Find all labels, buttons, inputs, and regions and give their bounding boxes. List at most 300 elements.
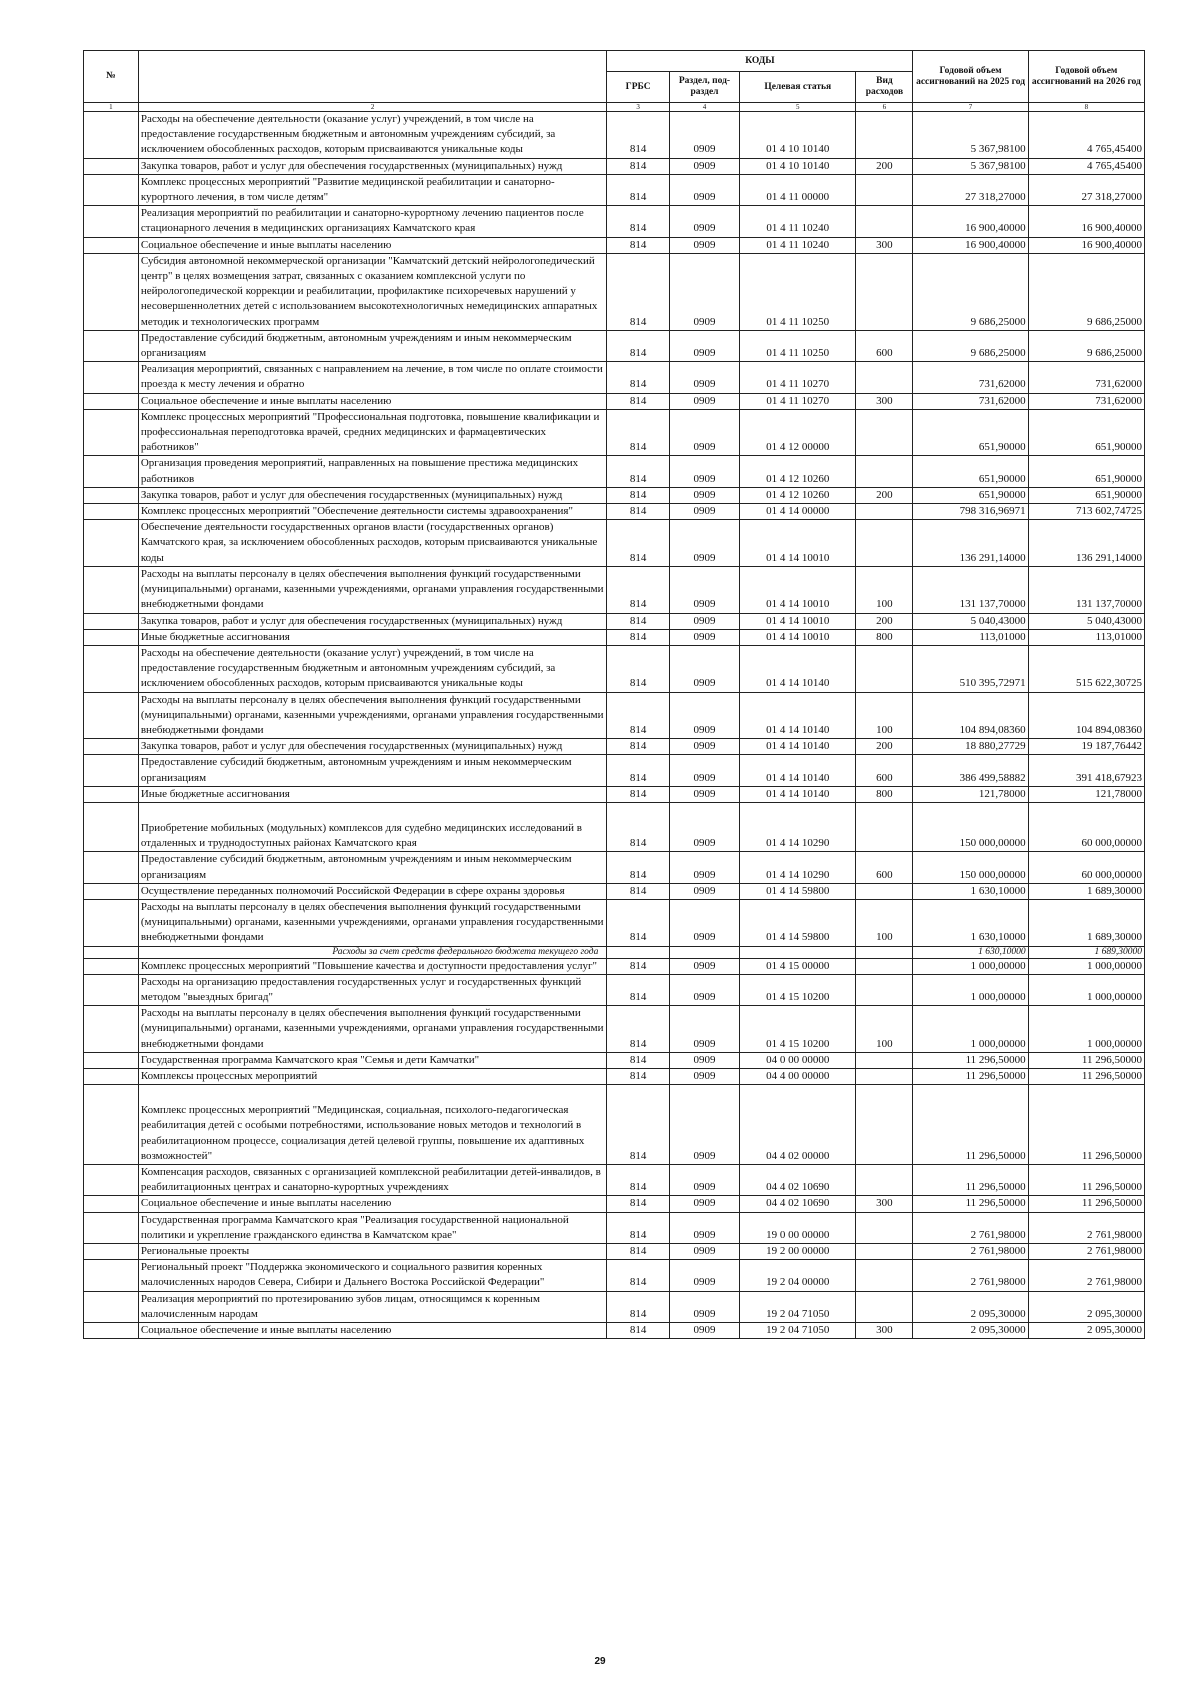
row-target: 01 4 11 10270	[740, 393, 856, 409]
row-amount-2026: 1 689,30000	[1028, 899, 1144, 946]
colnum-6: 6	[856, 103, 913, 112]
table-row	[84, 883, 1145, 899]
row-vid	[856, 174, 913, 205]
table-header	[84, 51, 1145, 112]
table-row	[84, 613, 1145, 629]
header-number: №	[84, 51, 139, 103]
row-number-cell	[84, 1085, 139, 1165]
row-grbs: 814	[607, 974, 670, 1005]
row-name: Комплекс процессных мероприятий "Профессиональная подготовка, повышение квалификации и профессиональная переподготовка врачей, средних медицинских и фармацевтических работников"	[138, 409, 607, 456]
row-name: Предоставление субсидий бюджетным, автономным учреждениям и иным некоммерческим организациям	[138, 755, 607, 786]
header-2025: Годовой объем ассигнований на 2025 год	[913, 51, 1028, 103]
row-grbs: 814	[607, 1165, 670, 1196]
row-vid	[856, 645, 913, 692]
row-name: Предоставление субсидий бюджетным, автономным учреждениям и иным некоммерческим организациям	[138, 330, 607, 361]
row-grbs: 814	[607, 1244, 670, 1260]
row-grbs: 814	[607, 206, 670, 237]
row-grbs: 814	[607, 1212, 670, 1243]
row-amount-2026: 131 137,70000	[1028, 566, 1144, 613]
row-target: 01 4 14 10010	[740, 566, 856, 613]
row-target: 01 4 11 10240	[740, 206, 856, 237]
row-razdel: 0909	[669, 362, 739, 393]
table-row	[84, 174, 1145, 205]
row-amount-2026: 11 296,50000	[1028, 1068, 1144, 1084]
row-target: 01 4 14 10010	[740, 629, 856, 645]
row-grbs: 814	[607, 409, 670, 456]
row-name: Субсидия автономной некоммерческой организации "Камчатский детский нейрологопедический центр" в целях возмещения затрат, связанных с оказанием комплексной услуги по нейрологопедической коррекции и реабилитации, профилактике психоречевых нарушений у несовершеннолетних детей с использованием высокотехнологичных немедицинских аппаратных методик и технологических программ	[138, 253, 607, 330]
row-grbs: 814	[607, 958, 670, 974]
row-vid	[856, 1291, 913, 1322]
row-number-cell	[84, 786, 139, 802]
table-row	[84, 852, 1145, 883]
header-vid: Вид расходов	[856, 72, 913, 103]
table-row	[84, 786, 1145, 802]
row-target: 19 2 00 00000	[740, 1244, 856, 1260]
row-grbs	[607, 946, 670, 958]
header-target: Целевая статья	[740, 72, 856, 103]
row-amount-2026: 731,62000	[1028, 362, 1144, 393]
row-vid	[856, 362, 913, 393]
row-target: 01 4 11 10250	[740, 330, 856, 361]
row-grbs: 814	[607, 1068, 670, 1084]
row-razdel: 0909	[669, 520, 739, 567]
row-name: Комплекс процессных мероприятий "Развитие медицинской реабилитации и санаторно-курортного лечения, в том числе детям"	[138, 174, 607, 205]
row-grbs: 814	[607, 1006, 670, 1053]
header-2026: Годовой объем ассигнований на 2026 год	[1028, 51, 1144, 103]
row-amount-2026: 104 894,08360	[1028, 692, 1144, 739]
row-grbs: 814	[607, 1196, 670, 1212]
row-target: 01 4 14 10290	[740, 852, 856, 883]
row-amount-2025: 5 367,98100	[913, 112, 1028, 159]
row-number-cell	[84, 253, 139, 330]
row-target: 01 4 11 00000	[740, 174, 856, 205]
table-row	[84, 1085, 1145, 1165]
row-number-cell	[84, 629, 139, 645]
row-grbs: 814	[607, 504, 670, 520]
row-vid: 600	[856, 330, 913, 361]
row-name: Расходы на обеспечение деятельности (оказание услуг) учреждений, в том числе на предоставление государственным бюджетным и автономным учреждениям субсидий, за исключением обособленных расходов, которым присваиваются уникальные коды	[138, 112, 607, 159]
row-number-cell	[84, 852, 139, 883]
row-number-cell	[84, 1291, 139, 1322]
row-number-cell	[84, 520, 139, 567]
row-amount-2025: 510 395,72971	[913, 645, 1028, 692]
row-razdel: 0909	[669, 487, 739, 503]
row-amount-2025: 131 137,70000	[913, 566, 1028, 613]
table-row	[84, 1068, 1145, 1084]
table-row	[84, 1244, 1145, 1260]
row-name: Социальное обеспечение и иные выплаты населению	[138, 1323, 607, 1339]
table-row	[84, 1165, 1145, 1196]
row-amount-2026: 16 900,40000	[1028, 206, 1144, 237]
row-razdel: 0909	[669, 755, 739, 786]
row-razdel: 0909	[669, 330, 739, 361]
row-target: 01 4 15 10200	[740, 1006, 856, 1053]
row-amount-2026: 11 296,50000	[1028, 1052, 1144, 1068]
row-amount-2025: 104 894,08360	[913, 692, 1028, 739]
row-target: 01 4 14 10140	[740, 692, 856, 739]
row-number-cell	[84, 645, 139, 692]
row-number-cell	[84, 1052, 139, 1068]
row-grbs: 814	[607, 253, 670, 330]
row-target: 01 4 12 00000	[740, 409, 856, 456]
row-number-cell	[84, 1068, 139, 1084]
row-amount-2026: 4 765,45400	[1028, 158, 1144, 174]
table-row	[84, 1212, 1145, 1243]
row-vid: 200	[856, 487, 913, 503]
row-vid	[856, 1085, 913, 1165]
row-amount-2025: 11 296,50000	[913, 1196, 1028, 1212]
row-target: 01 4 12 10260	[740, 456, 856, 487]
row-grbs: 814	[607, 330, 670, 361]
row-amount-2025: 1 630,10000	[913, 899, 1028, 946]
colnum-1: 1	[84, 103, 139, 112]
row-amount-2025: 2 761,98000	[913, 1260, 1028, 1291]
row-amount-2025: 2 761,98000	[913, 1244, 1028, 1260]
row-razdel: 0909	[669, 802, 739, 851]
row-grbs: 814	[607, 899, 670, 946]
row-grbs: 814	[607, 613, 670, 629]
row-target: 01 4 11 10270	[740, 362, 856, 393]
row-name: Компенсация расходов, связанных с организацией комплексной реабилитации детей-инвалидов, в реабилитационных центрах и санаторно-курортных учреждениях	[138, 1165, 607, 1196]
row-number-cell	[84, 504, 139, 520]
row-target: 01 4 11 10240	[740, 237, 856, 253]
table-row	[84, 958, 1145, 974]
row-amount-2025: 1 000,00000	[913, 1006, 1028, 1053]
row-number-cell	[84, 1244, 139, 1260]
row-target: 01 4 10 10140	[740, 158, 856, 174]
row-vid	[856, 1244, 913, 1260]
row-name: Расходы на выплаты персоналу в целях обеспечения выполнения функций государственными (муниципальными) органами, казенными учреждениями, органами управления государственными внебюджетными фондами	[138, 1006, 607, 1053]
row-razdel: 0909	[669, 852, 739, 883]
row-vid	[856, 1068, 913, 1084]
row-razdel: 0909	[669, 958, 739, 974]
table-row	[84, 158, 1145, 174]
table-row	[84, 456, 1145, 487]
row-vid	[856, 1212, 913, 1243]
row-name: Расходы на выплаты персоналу в целях обеспечения выполнения функций государственными (муниципальными) органами, казенными учреждениями, органами управления государственными внебюджетными фондами	[138, 899, 607, 946]
row-name: Расходы на выплаты персоналу в целях обеспечения выполнения функций государственными (муниципальными) органами, казенными учреждениями, органами управления государственными внебюджетными фондами	[138, 692, 607, 739]
row-name: Комплекс процессных мероприятий "Обеспечение деятельности системы здравоохранения"	[138, 504, 607, 520]
row-name: Расходы на выплаты персоналу в целях обеспечения выполнения функций государственными (муниципальными) органами, казенными учреждениями, органами управления государственными внебюджетными фондами	[138, 566, 607, 613]
row-number-cell	[84, 456, 139, 487]
row-razdel: 0909	[669, 1068, 739, 1084]
row-target: 01 4 15 10200	[740, 974, 856, 1005]
row-vid: 300	[856, 393, 913, 409]
row-number-cell	[84, 174, 139, 205]
row-grbs: 814	[607, 739, 670, 755]
row-number-cell	[84, 237, 139, 253]
row-number-cell	[84, 393, 139, 409]
row-razdel: 0909	[669, 629, 739, 645]
colnum-7: 7	[913, 103, 1028, 112]
row-amount-2025: 1 630,10000	[913, 946, 1028, 958]
row-amount-2026: 11 296,50000	[1028, 1196, 1144, 1212]
row-number-cell	[84, 158, 139, 174]
row-grbs: 814	[607, 1291, 670, 1322]
row-amount-2025: 731,62000	[913, 393, 1028, 409]
row-target: 01 4 14 59800	[740, 899, 856, 946]
row-name: Реализация мероприятий по реабилитации и санаторно-курортному лечению пациентов после стационарного лечения в медицинских организациях Камчатского края	[138, 206, 607, 237]
row-amount-2025: 11 296,50000	[913, 1052, 1028, 1068]
table-body	[84, 112, 1145, 1339]
row-name: Иные бюджетные ассигнования	[138, 629, 607, 645]
row-vid	[856, 946, 913, 958]
table-row	[84, 487, 1145, 503]
row-number-cell	[84, 613, 139, 629]
row-number-cell	[84, 1165, 139, 1196]
row-target: 04 4 02 00000	[740, 1085, 856, 1165]
row-number-cell	[84, 755, 139, 786]
row-vid	[856, 409, 913, 456]
row-amount-2025: 27 318,27000	[913, 174, 1028, 205]
row-grbs: 814	[607, 174, 670, 205]
budget-table	[83, 50, 1145, 1339]
row-amount-2026: 4 765,45400	[1028, 112, 1144, 159]
table-row	[84, 1291, 1145, 1322]
row-vid	[856, 112, 913, 159]
table-row	[84, 206, 1145, 237]
row-vid: 300	[856, 1323, 913, 1339]
row-name: Комплексы процессных мероприятий	[138, 1068, 607, 1084]
row-razdel: 0909	[669, 112, 739, 159]
row-amount-2025: 5 367,98100	[913, 158, 1028, 174]
row-grbs: 814	[607, 852, 670, 883]
row-number-cell	[84, 802, 139, 851]
table-row	[84, 253, 1145, 330]
row-vid: 100	[856, 692, 913, 739]
row-grbs: 814	[607, 237, 670, 253]
row-target: 19 2 04 00000	[740, 1260, 856, 1291]
row-number-cell	[84, 1006, 139, 1053]
row-target: 04 4 02 10690	[740, 1196, 856, 1212]
row-name: Обеспечение деятельности государственных органов власти (государственных органов) Камчатского края, за исключением обособленных расходов, которым присваиваются уникальные коды	[138, 520, 607, 567]
row-number-cell	[84, 739, 139, 755]
colnum-3: 3	[607, 103, 670, 112]
table-row	[84, 1260, 1145, 1291]
row-target: 01 4 14 10140	[740, 786, 856, 802]
row-target: 01 4 11 10250	[740, 253, 856, 330]
row-grbs: 814	[607, 786, 670, 802]
row-amount-2025: 150 000,00000	[913, 802, 1028, 851]
table-row	[84, 330, 1145, 361]
budget-table-sheet	[83, 50, 1145, 1339]
row-vid: 300	[856, 237, 913, 253]
row-amount-2025: 1 000,00000	[913, 974, 1028, 1005]
table-row	[84, 566, 1145, 613]
row-vid	[856, 1260, 913, 1291]
row-vid	[856, 253, 913, 330]
row-razdel: 0909	[669, 409, 739, 456]
row-name: Реализация мероприятий, связанных с направлением на лечение, в том числе по оплате стоимости проезда к месту лечения и обратно	[138, 362, 607, 393]
row-amount-2025: 1 630,10000	[913, 883, 1028, 899]
row-grbs: 814	[607, 487, 670, 503]
row-amount-2025: 798 316,96971	[913, 504, 1028, 520]
row-amount-2026: 16 900,40000	[1028, 237, 1144, 253]
row-target: 04 4 00 00000	[740, 1068, 856, 1084]
row-name: Расходы на обеспечение деятельности (оказание услуг) учреждений, в том числе на предоставление государственным бюджетным и автономным учреждениям субсидий, за исключением обособленных расходов, которым присваиваются уникальные коды	[138, 645, 607, 692]
row-number-cell	[84, 362, 139, 393]
row-name: Комплекс процессных мероприятий "Медицинская, социальная, психолого-педагогическая реабилитация детей с особыми потребностями, использование новых методов и технологий в реабилитационном процессе, социализация детей целевой группы, повышение их адаптивных возможностей"	[138, 1085, 607, 1165]
colnum-4: 4	[669, 103, 739, 112]
row-name: Социальное обеспечение и иные выплаты населению	[138, 237, 607, 253]
table-row	[84, 692, 1145, 739]
row-amount-2025: 651,90000	[913, 456, 1028, 487]
row-name: Региональный проект "Поддержка экономического и социального развития коренных малочисленных народов Севера, Сибири и Дальнего Востока Российской Федерации"	[138, 1260, 607, 1291]
row-grbs: 814	[607, 112, 670, 159]
row-amount-2025: 9 686,25000	[913, 330, 1028, 361]
row-number-cell	[84, 692, 139, 739]
row-target: 01 4 10 10140	[740, 112, 856, 159]
row-name: Осуществление переданных полномочий Российской Федерации в сфере охраны здоровья	[138, 883, 607, 899]
table-row	[84, 802, 1145, 851]
row-target: 19 2 04 71050	[740, 1291, 856, 1322]
row-amount-2025: 121,78000	[913, 786, 1028, 802]
row-target: 04 0 00 00000	[740, 1052, 856, 1068]
row-amount-2026: 391 418,67923	[1028, 755, 1144, 786]
row-amount-2026: 136 291,14000	[1028, 520, 1144, 567]
row-razdel: 0909	[669, 174, 739, 205]
row-name: Закупка товаров, работ и услуг для обеспечения государственных (муниципальных) нужд	[138, 613, 607, 629]
row-vid: 600	[856, 852, 913, 883]
row-amount-2026: 11 296,50000	[1028, 1085, 1144, 1165]
row-target: 01 4 14 00000	[740, 504, 856, 520]
row-target: 01 4 12 10260	[740, 487, 856, 503]
row-vid: 200	[856, 613, 913, 629]
row-amount-2025: 16 900,40000	[913, 237, 1028, 253]
row-razdel: 0909	[669, 1212, 739, 1243]
row-amount-2026: 2 761,98000	[1028, 1212, 1144, 1243]
row-name: Приобретение мобильных (модульных) комплексов для судебно медицинских исследований в отдаленных и труднодоступных районах Камчатского края	[138, 802, 607, 851]
row-grbs: 814	[607, 1052, 670, 1068]
row-grbs: 814	[607, 362, 670, 393]
table-row	[84, 1052, 1145, 1068]
row-amount-2025: 11 296,50000	[913, 1068, 1028, 1084]
row-amount-2026: 9 686,25000	[1028, 253, 1144, 330]
row-number-cell	[84, 206, 139, 237]
row-amount-2026: 5 040,43000	[1028, 613, 1144, 629]
row-target: 01 4 15 00000	[740, 958, 856, 974]
row-target: 04 4 02 10690	[740, 1165, 856, 1196]
row-target: 01 4 14 10010	[740, 520, 856, 567]
row-grbs: 814	[607, 692, 670, 739]
row-target: 01 4 14 10010	[740, 613, 856, 629]
row-razdel: 0909	[669, 158, 739, 174]
colnum-5: 5	[740, 103, 856, 112]
row-razdel: 0909	[669, 253, 739, 330]
row-vid	[856, 520, 913, 567]
row-amount-2025: 9 686,25000	[913, 253, 1028, 330]
row-amount-2025: 11 296,50000	[913, 1165, 1028, 1196]
row-razdel: 0909	[669, 1196, 739, 1212]
row-razdel: 0909	[669, 566, 739, 613]
row-grbs: 814	[607, 393, 670, 409]
row-razdel: 0909	[669, 1291, 739, 1322]
table-row	[84, 520, 1145, 567]
row-name: Организация проведения мероприятий, направленных на повышение престижа медицинских работников	[138, 456, 607, 487]
row-grbs: 814	[607, 645, 670, 692]
row-razdel: 0909	[669, 899, 739, 946]
table-row	[84, 1196, 1145, 1212]
row-vid: 100	[856, 566, 913, 613]
row-amount-2025: 136 291,14000	[913, 520, 1028, 567]
row-target: 01 4 14 10140	[740, 645, 856, 692]
row-amount-2026: 1 689,30000	[1028, 883, 1144, 899]
row-amount-2026: 713 602,74725	[1028, 504, 1144, 520]
row-amount-2026: 121,78000	[1028, 786, 1144, 802]
row-razdel: 0909	[669, 613, 739, 629]
row-amount-2025: 16 900,40000	[913, 206, 1028, 237]
row-name: Социальное обеспечение и иные выплаты населению	[138, 393, 607, 409]
table-row	[84, 393, 1145, 409]
row-vid: 600	[856, 755, 913, 786]
table-row	[84, 237, 1145, 253]
row-number-cell	[84, 1323, 139, 1339]
row-razdel	[669, 946, 739, 958]
row-vid: 200	[856, 158, 913, 174]
row-razdel: 0909	[669, 786, 739, 802]
row-target: 01 4 14 59800	[740, 883, 856, 899]
row-number-cell	[84, 1196, 139, 1212]
row-vid	[856, 1052, 913, 1068]
row-amount-2026: 1 689,30000	[1028, 946, 1144, 958]
row-razdel: 0909	[669, 237, 739, 253]
row-target	[740, 946, 856, 958]
row-grbs: 814	[607, 1260, 670, 1291]
row-name: Закупка товаров, работ и услуг для обеспечения государственных (муниципальных) нужд	[138, 487, 607, 503]
row-amount-2025: 11 296,50000	[913, 1085, 1028, 1165]
colnum-8: 8	[1028, 103, 1144, 112]
row-razdel: 0909	[669, 1052, 739, 1068]
header-name	[138, 51, 607, 103]
row-amount-2026: 651,90000	[1028, 409, 1144, 456]
row-vid	[856, 958, 913, 974]
row-vid: 300	[856, 1196, 913, 1212]
header-codes: КОДЫ	[607, 51, 913, 72]
table-row	[84, 1323, 1145, 1339]
row-amount-2026: 11 296,50000	[1028, 1165, 1144, 1196]
row-vid	[856, 802, 913, 851]
table-row	[84, 899, 1145, 946]
row-grbs: 814	[607, 1085, 670, 1165]
row-name: Закупка товаров, работ и услуг для обеспечения государственных (муниципальных) нужд	[138, 739, 607, 755]
row-name: Реализация мероприятий по протезированию зубов лицам, относящимся к коренным малочисленным народам	[138, 1291, 607, 1322]
table-row	[84, 755, 1145, 786]
row-number-cell	[84, 1260, 139, 1291]
row-grbs: 814	[607, 802, 670, 851]
row-amount-2026: 2 095,30000	[1028, 1323, 1144, 1339]
row-razdel: 0909	[669, 1323, 739, 1339]
table-row	[84, 409, 1145, 456]
page-number: 29	[594, 1656, 606, 1667]
row-amount-2026: 9 686,25000	[1028, 330, 1144, 361]
row-vid: 800	[856, 786, 913, 802]
row-target: 01 4 14 10140	[740, 739, 856, 755]
header-grbs: ГРБС	[607, 72, 670, 103]
table-row	[84, 362, 1145, 393]
row-number-cell	[84, 566, 139, 613]
row-grbs: 814	[607, 1323, 670, 1339]
row-vid: 100	[856, 1006, 913, 1053]
table-row	[84, 504, 1145, 520]
row-grbs: 814	[607, 520, 670, 567]
row-name: Региональные проекты	[138, 1244, 607, 1260]
row-razdel: 0909	[669, 645, 739, 692]
row-name: Предоставление субсидий бюджетным, автономным учреждениям и иным некоммерческим организациям	[138, 852, 607, 883]
row-amount-2026: 1 000,00000	[1028, 974, 1144, 1005]
row-number-cell	[84, 974, 139, 1005]
table-row	[84, 739, 1145, 755]
row-target: 19 2 04 71050	[740, 1323, 856, 1339]
